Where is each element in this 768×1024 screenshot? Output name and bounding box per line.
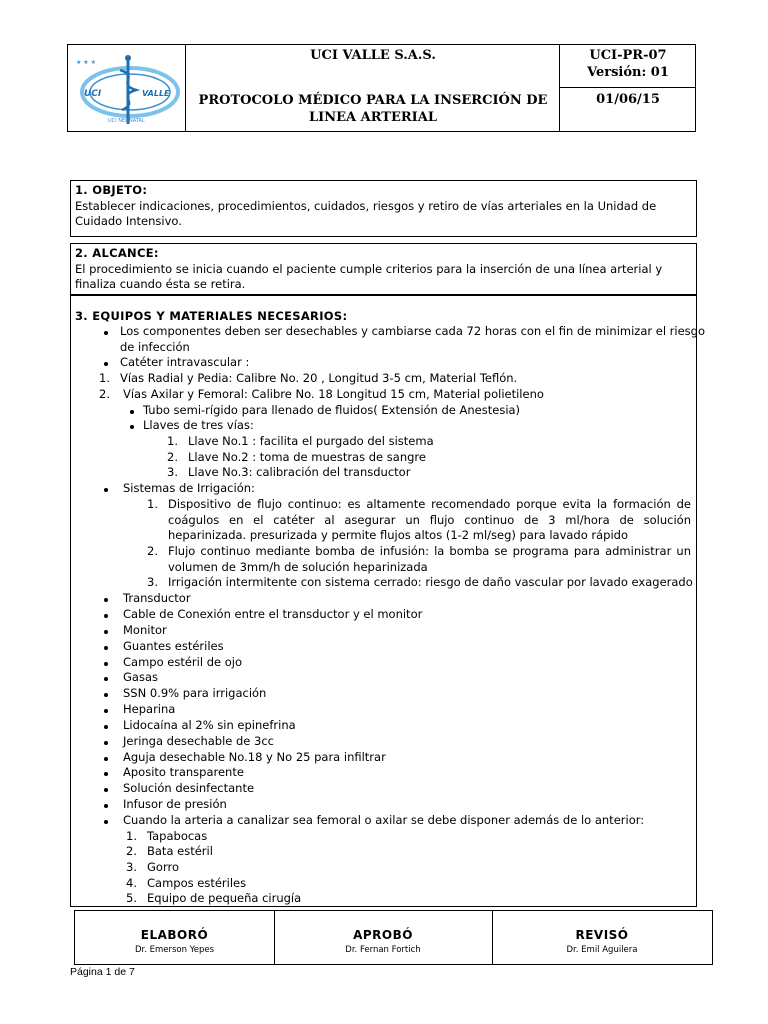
list-item: Jeringa desechable de 3cc [123,734,274,748]
list-item: Transductor [123,591,191,605]
version-value: Versión: 01 [587,65,669,80]
list-item: Heparina [123,702,176,716]
document-code [560,47,696,81]
cateter-axilar-femoral: Vías Axilar y Femoral: Calibre No. 18 Longitud 15 cm, Material polietileno [123,387,544,401]
elaboro-name: Dr. Emerson Yepes [134,945,215,955]
irrigacion-flujo-continuo: Dispositivo de flujo continuo: es altamente recomendado porque evita la formación de coágulos en el catéter al asegurar un flujo continuo de 3 ml/hora de solución heparinizada. presurizada y permite flujos altos (1-2 ml/seg) para lavado rápido [168,497,691,543]
list-item: Lidocaína al 2% sin epinefrina [123,718,296,732]
tubo-semirigido: Tubo semi-rígido para llenado de fluidos( Extensión de Anestesia) [143,403,521,417]
llaves-tres-vias: Llaves de tres vías: [143,418,254,432]
aprobo-name: Dr. Fernan Fortich [345,945,421,955]
elaboro-cell [75,911,274,964]
list-item: Tapabocas [147,829,208,843]
protocol-title: PROTOCOLO MÉDICO PARA LA INSERCIÓN DE LINEA ARTERIAL [198,93,548,125]
objeto-title: 1. OBJETO: [75,183,148,197]
list-item: Campo estéril de ojo [123,655,242,669]
list-item: SSN 0.9% para irrigación [123,686,267,700]
equipos-bullet-desechables: Los componentes deben ser desechables y cambiarse cada 72 horas con el fin de minimizar el riesgo [120,324,706,338]
approval-table [74,910,713,965]
logo-text-right: VALLE [142,89,170,98]
list-item: Cable de Conexión entre el transductor y el monitor [123,607,423,621]
page-number: Página 1 de 7 [70,966,135,978]
logo-text-left: UCI [84,89,102,99]
list-item: Infusor de presión [123,797,227,811]
alcance-text: El procedimiento se inicia cuando el paciente cumple criterios para la inserción de una línea arterial y finaliza cuando ésta se retira. [75,261,663,291]
logo-subtext: UCI NEONATAL [108,118,145,124]
list-item: Aposito transparente [123,765,244,779]
reviso-title: REVISÓ [575,928,629,942]
list-item: Aguja desechable No.18 y No 25 para infiltrar [123,750,386,764]
document-date: 01/06/15 [596,92,660,107]
section-objeto [70,180,697,237]
company-logo [70,50,182,128]
code-value: UCI-PR-07 [589,48,667,63]
list-item: Cuando la arteria a canalizar sea femoral o axilar se debe disponer además de lo anterior: [123,813,645,827]
cateter-radial-pedia: Vías Radial y Pedia: Calibre No. 20 , Longitud 3-5 cm, Material Teflón. [120,371,518,385]
list-item: Guantes estériles [123,639,224,653]
company-name: UCI VALLE S.A.S. [310,48,436,63]
equipos-title: 3. EQUIPOS Y MATERIALES NECESARIOS: [75,309,348,323]
irrigacion-intermitente: Irrigación intermitente con sistema cerrado: riesgo de daño vascular por lavado exagerado [168,575,693,589]
irrigacion-bomba: Flujo continuo mediante bomba de infusión: la bomba se programa para administrar un volumen de 3mm/h de solución heparinizada [168,544,691,574]
list-item: Monitor [123,623,167,637]
list-item: Llave No.2 : toma de muestras de sangre [188,450,426,464]
svg-text:★ ★ ★: ★ ★ ★ [76,59,96,66]
sistemas-irrigacion: Sistemas de Irrigación: [123,481,255,495]
list-item: Equipo de pequeña cirugía [147,891,302,905]
list-item: Gasas [123,670,158,684]
aprobo-title: APROBÓ [353,928,413,942]
list-item: Solución desinfectante [123,781,255,795]
aprobo-cell [274,911,492,964]
objeto-text: Establecer indicaciones, procedimientos, cuidados, riesgos y retiro de vías arteriales en la Unidad de Cuidado Intensivo. [75,198,657,228]
list-item: Bata estéril [147,844,213,858]
list-item: Llave No.1 : facilita el purgado del sistema [188,434,434,448]
section-alcance [70,243,697,295]
elaboro-title: ELABORÓ [140,928,209,942]
list-item: Gorro [147,860,179,874]
list-item: Llave No.3: calibración del transductor [188,465,411,479]
equipos-bullet-cateter: Catéter intravascular : [120,355,250,369]
reviso-name: Dr. Emil Aguilera [566,945,638,955]
reviso-cell [492,911,712,964]
equipos-bullet-desechables-cont: de infección [120,340,190,354]
alcance-title: 2. ALCANCE: [75,246,159,260]
list-item: Campos estériles [147,876,247,890]
